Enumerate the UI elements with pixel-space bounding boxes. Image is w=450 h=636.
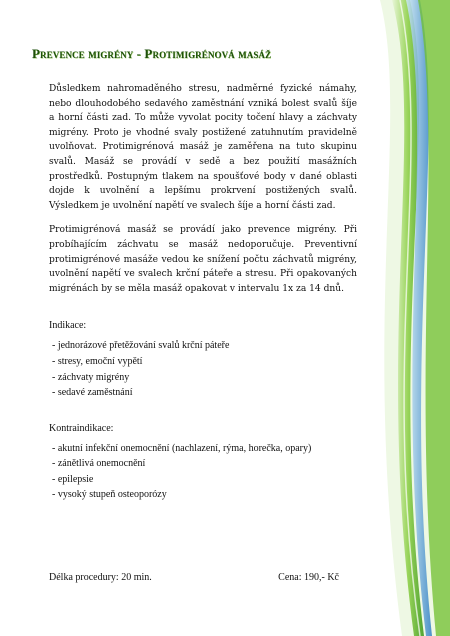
indications-section: [49, 318, 357, 400]
list-item: - zánětlivá onemocnění: [52, 458, 146, 470]
indications-heading: Indikace:: [49, 320, 87, 332]
list-item: - akutní infekční onemocnění (nachlazení, rýma, horečka, opary): [52, 442, 312, 454]
list-item: - záchvaty migrény: [52, 371, 130, 383]
paragraph-1: Důsledkem nahromaděného stresu, nadměrné fyzické námahy, nebo dlouhodobého sedavého zaměstnání vzniká bolest svalů šíje a horní části zad. To může vyvolat pocity točení hlavy a záchvaty migrény. Proto je vhodné svaly postižené zatuhnutím pravidelně uvolňovat. Protimigrénová masáž je zaměřena na tuto skupinu svalů. Masáž se provádí v sedě a bez použití masážních prostředků. Postupným tlakem na spoušťové body v dané oblasti dojde k uvolnění a lepšímu prokrvení postižených svalů. Výsledkem je uvolnění napětí ve svalech šíje a horní části zad.: [49, 84, 357, 211]
contraindications-section: [49, 421, 357, 503]
list-item: - jednorázové přetěžování svalů krční páteře: [52, 340, 230, 352]
contraindications-list: [52, 441, 357, 503]
list-item: - vysoký stupeň osteoporózy: [52, 489, 167, 501]
contraindications-heading: Kontraindikace:: [49, 422, 114, 434]
list-item: - epilepsie: [52, 473, 94, 485]
list-item: - stresy, emoční vypětí: [52, 355, 143, 367]
procedure-price: Cena: 190,- Kč: [278, 572, 339, 583]
paragraph-2: Protimigrénová masáž se provádí jako prevence migrény. Při probíhajícím záchvatu se masáž nedoporučuje. Preventivní protimigrénové masáže vedou ke snížení počtu záchvatů migrény, uvolnění napětí ve svalech krční páteře a stresu. Při opakovaných migrénách by se měla masáž opakovat v intervalu 1x za 14 dnů.: [49, 225, 357, 294]
list-item: - sedavé zaměstnání: [52, 387, 133, 399]
document-title: Prevence migrény - Protimigrénová masáž: [32, 46, 272, 61]
indications-list: [52, 338, 357, 400]
document-body: [49, 82, 357, 503]
procedure-duration: Délka procedury: 20 min.: [49, 572, 152, 583]
